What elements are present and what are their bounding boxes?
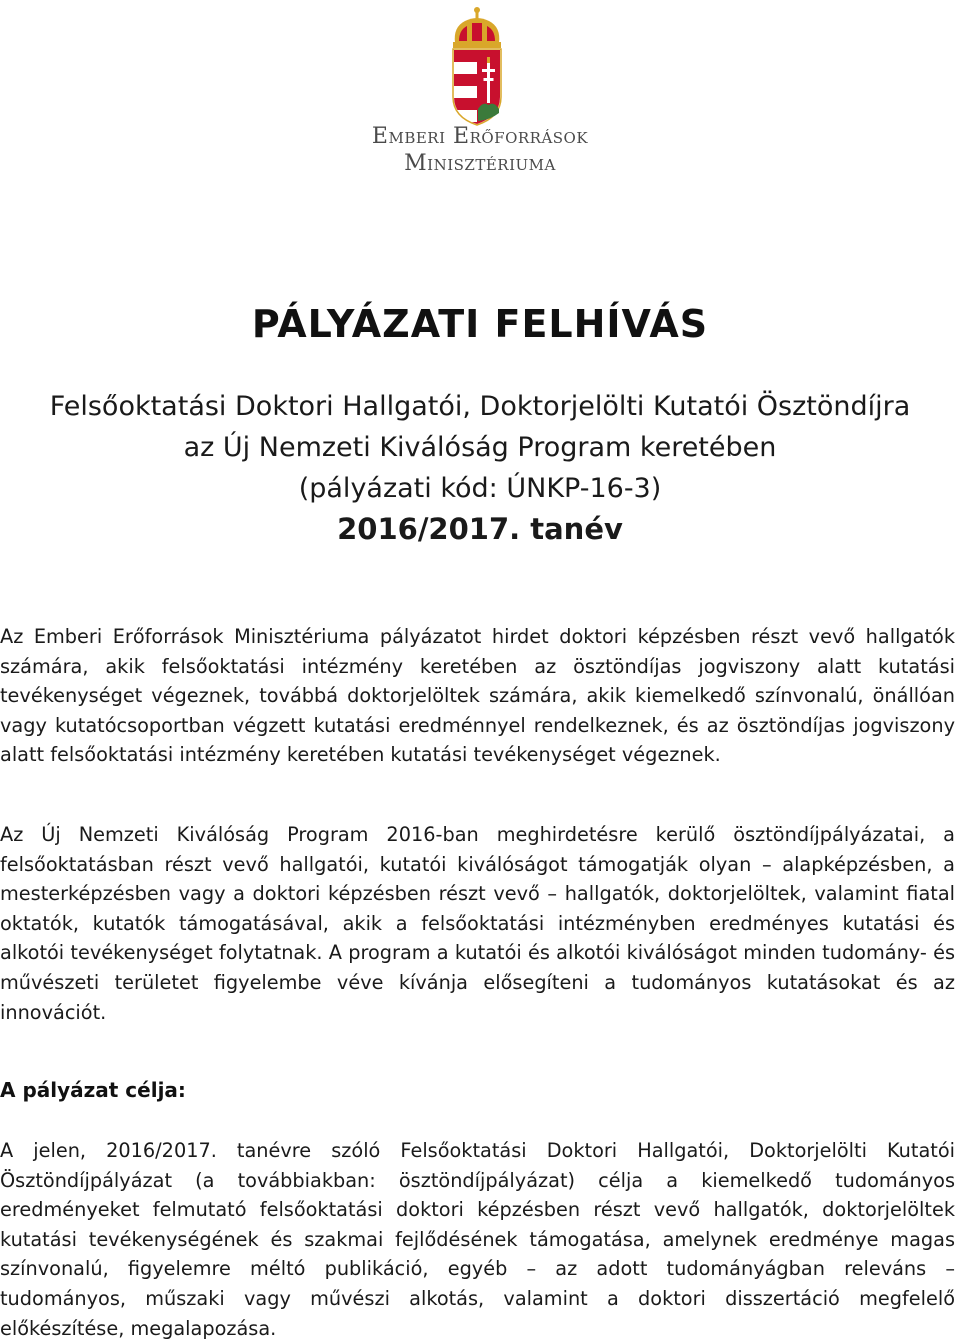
subtitle-line3: (pályázati kód: ÚNKP-16-3) (298, 473, 662, 504)
subtitle-academic-year: 2016/2017. tanév (337, 512, 623, 546)
ministry-logo (0, 0, 960, 200)
section-heading: A pályázat célja: (0, 1078, 186, 1102)
document-title: PÁLYÁZATI FELHÍVÁS (251, 302, 709, 346)
program-paragraph: Az Új Nemzeti Kiválóság Program 2016-ban meghirdetésre kerülő ösztöndíjpályázatai, a felsőoktatásban részt vevő hallgatói, kutatói kiválóságot támogatják olyan – alapképzésben, a mesterképzésben vagy a doktori képzésben részt vevő – hallgatók, doktorjelöltek, valamint fiatal oktatók, kutatók támogatásával, akik a felsőoktatási intézményben eredményes kutatási és alkotói tevékenységet folytatnak. A program a kutatói és alkotói kiválóságot minden tudomány- és művészeti területet figyelembe véve kívánja elősegíteni a tudományos kutatásokat és az innovációt. (0, 823, 955, 1024)
goal-paragraph: A jelen, 2016/2017. tanévre szóló Felsőoktatási Doktori Hallgatói, Doktorjelölti Kutatói Ösztöndíjpályázat (a továbbiakban: ösztöndíjpályázat) célja a kiemelkedő tudományos eredményeket felmutató felsőoktatási doktori képzésben részt vevő hallgatók, doktorjelöltek kutatási tevékenységének és szakmai fejlődésének támogatása, amelynek eredménye magas színvonalú, figyelemre méltó publikáció, egyéb – az adott tudományágban releváns – tudományos, műszaki vagy művészi alkotás, valamint a doktori disszertáció megfelelő előkészítése, megalapozása. (0, 1139, 955, 1340)
ministry-name-line1: Emberi Erőforrások (371, 124, 589, 149)
ministry-name-line2: Minisztériuma (404, 151, 556, 176)
subtitle-line1: Felsőoktatási Doktori Hallgatói, Doktorjelölti Kutatói Ösztöndíjra (49, 391, 911, 422)
intro-paragraph: Az Emberi Erőforrások Minisztériuma pályázatot hirdet doktori képzésben részt vevő hallgatók számára, akik felsőoktatási intézmény keretében az ösztöndíjas jogviszony alatt kutatási tevékenységet végeznek, továbbá doktorjelöltek számára, akik kiemelkedő színvonalú, önállóan vagy kutatócsoportban végzett kutatási eredménnyel rendelkeznek, és az ösztöndíjas jogviszony alatt felsőoktatási intézmény keretében kutatási tevékenységet végeznek. (0, 625, 955, 767)
subtitle-line2: az Új Nemzeti Kiválóság Program keretében (183, 432, 777, 463)
coat-of-arms-icon (445, 5, 509, 127)
